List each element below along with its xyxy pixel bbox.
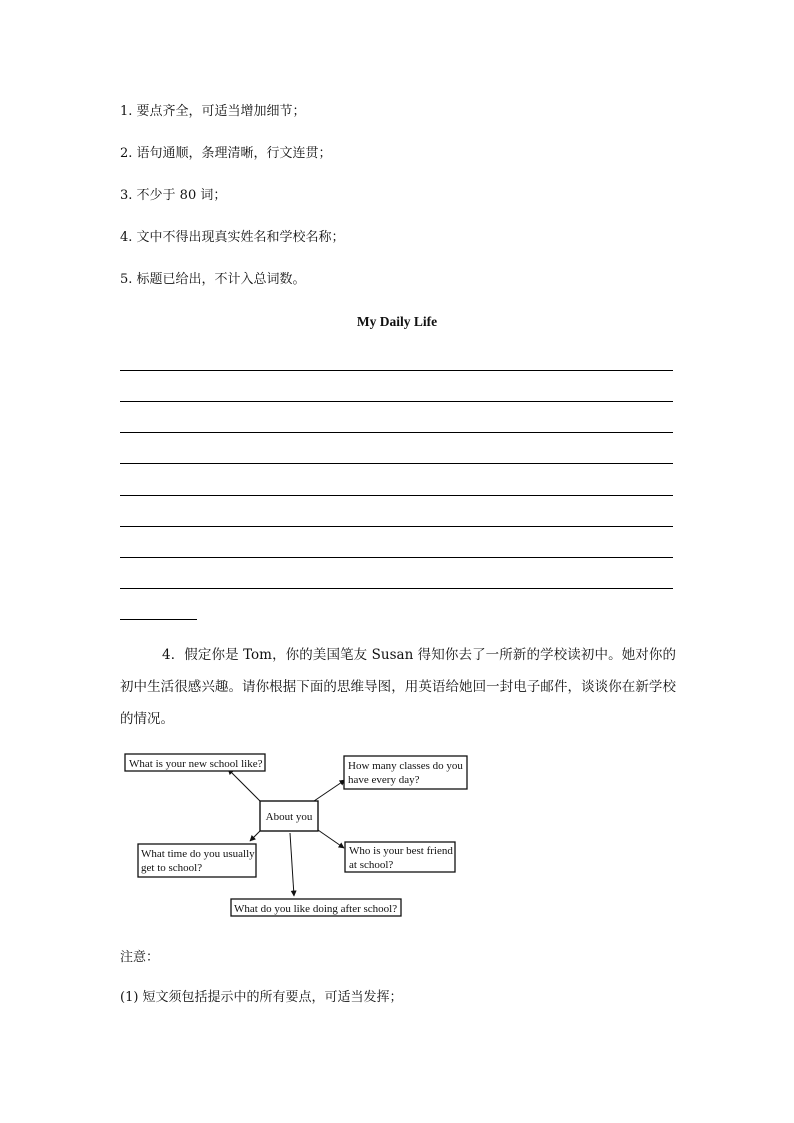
writing-line xyxy=(120,495,673,496)
node-get-to-school xyxy=(138,844,256,877)
node-classes-label-line1: How many classes do you xyxy=(348,760,463,772)
writing-line-short xyxy=(120,619,197,620)
essay-title: My Daily Life xyxy=(356,314,438,329)
node-best-friend-label-line2: at school? xyxy=(349,859,394,871)
mind-map xyxy=(118,742,478,924)
node-get-to-school-label-line2: get to school? xyxy=(141,862,203,874)
arrow-to-get-to-school xyxy=(250,831,260,841)
node-classes xyxy=(344,756,467,789)
requirement-4: 4. 文中不得出现真实姓名和学校名称； xyxy=(120,230,345,245)
node-after-school xyxy=(231,899,401,916)
node-get-to-school-label-line1: What time do you usually xyxy=(141,848,255,860)
node-classes-label-line2: have every day? xyxy=(348,774,420,786)
node-best-friend xyxy=(345,842,455,872)
requirement-1: 1. 要点齐全，可适当增加细节； xyxy=(120,104,306,119)
notes-item-1: (1) 短文须包括提示中的所有要点，可适当发挥； xyxy=(120,990,403,1005)
writing-line xyxy=(120,463,673,464)
requirement-5: 5. 标题已给出，不计入总词数。 xyxy=(120,272,306,287)
writing-line xyxy=(120,401,673,402)
arrow-to-best-friend xyxy=(318,830,344,848)
writing-line xyxy=(120,370,673,371)
arrow-to-classes xyxy=(314,780,345,801)
requirement-3: 3. 不少于 80 词； xyxy=(120,188,227,203)
node-center xyxy=(260,801,318,831)
node-after-school-label: What do you like doing after school? xyxy=(234,903,398,915)
writing-line xyxy=(120,557,673,558)
writing-line xyxy=(120,588,673,589)
node-best-friend-label-line1: Who is your best friend xyxy=(349,845,453,857)
question-4-text: 4．假定你是 Tom，你的美国笔友 Susan 得知你去了一所新的学校读初中。她对你的初中生活很感兴趣。请你根据下面的思维导图，用英语给她回一封电子邮件，谈谈你在新学校的情况。 xyxy=(120,647,676,727)
node-school-like xyxy=(125,754,265,771)
node-center-label: About you xyxy=(265,811,313,823)
arrow-to-school-like xyxy=(228,769,260,801)
notes-heading: 注意： xyxy=(120,950,160,965)
requirement-2: 2. 语句通顺，条理清晰，行文连贯； xyxy=(120,146,332,161)
writing-line xyxy=(120,526,673,527)
writing-line xyxy=(120,432,673,433)
node-school-like-label: What is your new school like? xyxy=(129,758,263,770)
arrow-to-after-school xyxy=(290,833,294,896)
